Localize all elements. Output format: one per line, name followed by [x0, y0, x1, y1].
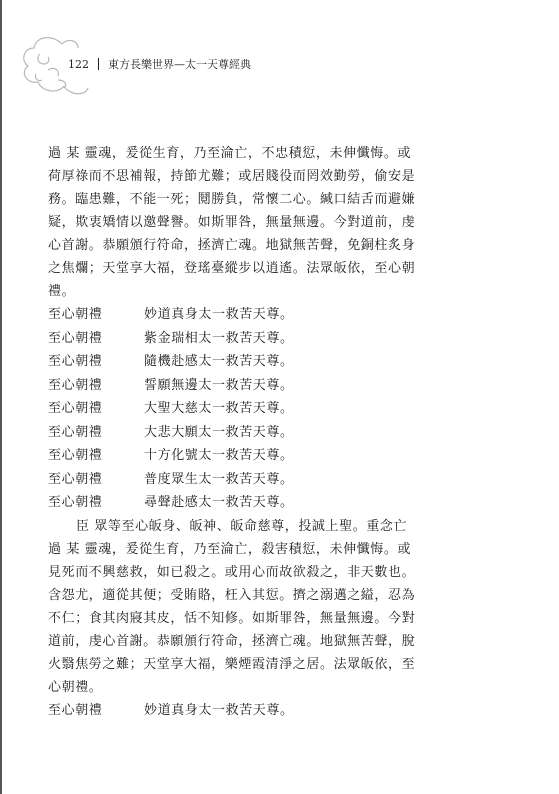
invocation-text: 尋聲赴感太一救苦天尊。: [144, 495, 294, 510]
invocation-line: [48, 327, 488, 351]
invocation-line: [48, 374, 488, 398]
invocation-line: [48, 303, 488, 327]
text-line: 過 某 靈魂，爰從生育，乃至淪亡，殺害積愆，未伸懺悔。或: [48, 541, 412, 557]
invocation-text: 妙道真身太一救苦天尊。: [144, 702, 294, 718]
invocation-text: 紫金瑞相太一救苦天尊。: [144, 330, 294, 346]
text-body: [48, 142, 488, 722]
invocation-list-2: [48, 699, 488, 723]
text-line: 禮。: [48, 284, 76, 299]
invocation-line: [48, 699, 488, 723]
invocation-text: 大悲大願太一救苦天尊。: [144, 424, 294, 440]
invocation-line: [48, 444, 488, 468]
text-line: 不仁；食其肉寢其皮，恬不知修。如斯罪咎，無量無邊。今對: [48, 610, 416, 626]
text-line: 心首謝。恭願頒行符命，拯濟亡魂。地獄無苦聲，免銅柱炙身: [48, 238, 416, 253]
running-header: [68, 56, 251, 72]
text-line: 荷厚祿而不思補報，持節尤難；或居賤役而罔效勤勞，偷安是: [48, 169, 416, 184]
invocation-lead: 至心朝禮: [48, 307, 103, 322]
text-line: 之焦爛；天堂享大福，登瑤臺縱步以逍遙。法眾皈依，至心朝: [48, 261, 416, 276]
text-line: 過 某 靈魂，爰從生育，乃至淪亡，不忠積愆，未伸懺悔。或: [48, 146, 412, 161]
text-line: 心朝禮。: [48, 679, 103, 695]
invocation-lead: 至心朝禮: [48, 495, 103, 510]
page-number: 122: [68, 57, 89, 71]
invocation-lead: 至心朝禮: [48, 424, 103, 440]
text-line: 火翳焦勞之難；天堂享大福，樂煙霞清淨之居。法眾皈依，至: [48, 656, 416, 672]
invocation-line: [48, 397, 488, 421]
text-line: 臣 眾等至心皈身、皈神、皈命慈尊，投誠上聖。重念亡: [76, 518, 408, 534]
invocation-lead: 至心朝禮: [48, 330, 103, 346]
invocation-text: 普度眾生太一救苦天尊。: [144, 471, 294, 487]
invocation-text: 妙道真身太一救苦天尊。: [144, 307, 294, 322]
invocation-text: 誓願無邊太一救苦天尊。: [144, 377, 294, 393]
invocation-text: 十方化號太一救苦天尊。: [144, 448, 294, 463]
invocation-lead: 至心朝禮: [48, 354, 103, 369]
invocation-lead: 至心朝禮: [48, 702, 103, 718]
invocation-line: [48, 468, 488, 492]
text-line: 疑，欺衷矯情以邀聲譽。如斯罪咎，無量無邊。今對道前，虔: [48, 215, 416, 230]
text-line: 見死而不興慈救，如已殺之。或用心而故欲殺之，非天數也。: [48, 564, 416, 580]
book-title: 東方長樂世界—太一天尊經典: [108, 58, 251, 71]
invocation-lead: 至心朝禮: [48, 401, 103, 416]
invocation-text: 大聖大慈太一救苦天尊。: [144, 401, 294, 416]
paragraph-2: [48, 515, 488, 699]
invocation-list-1: [48, 303, 488, 515]
invocation-lead: 至心朝禮: [48, 448, 103, 463]
text-line: 含怨尤，適從其便；受賄賂，枉入其愆。擠之溺邁之縊，忍為: [48, 587, 416, 603]
text-line: 務。臨患難，不能一死；鬩勝負，常懷二心。緘口結舌而避嫌: [48, 192, 416, 207]
invocation-line: [48, 421, 488, 445]
paragraph-1: [48, 142, 488, 303]
header-separator: [98, 58, 99, 70]
invocation-lead: 至心朝禮: [48, 471, 103, 487]
text-line: 道前，虔心首謝。恭願頒行符命，拯濟亡魂。地獄無苦聲，脫: [48, 633, 416, 649]
invocation-lead: 至心朝禮: [48, 377, 103, 393]
page-edge-rule: [0, 0, 2, 794]
invocation-text: 隨機赴感太一救苦天尊。: [144, 354, 294, 369]
invocation-line: [48, 491, 488, 515]
invocation-line: [48, 350, 488, 374]
